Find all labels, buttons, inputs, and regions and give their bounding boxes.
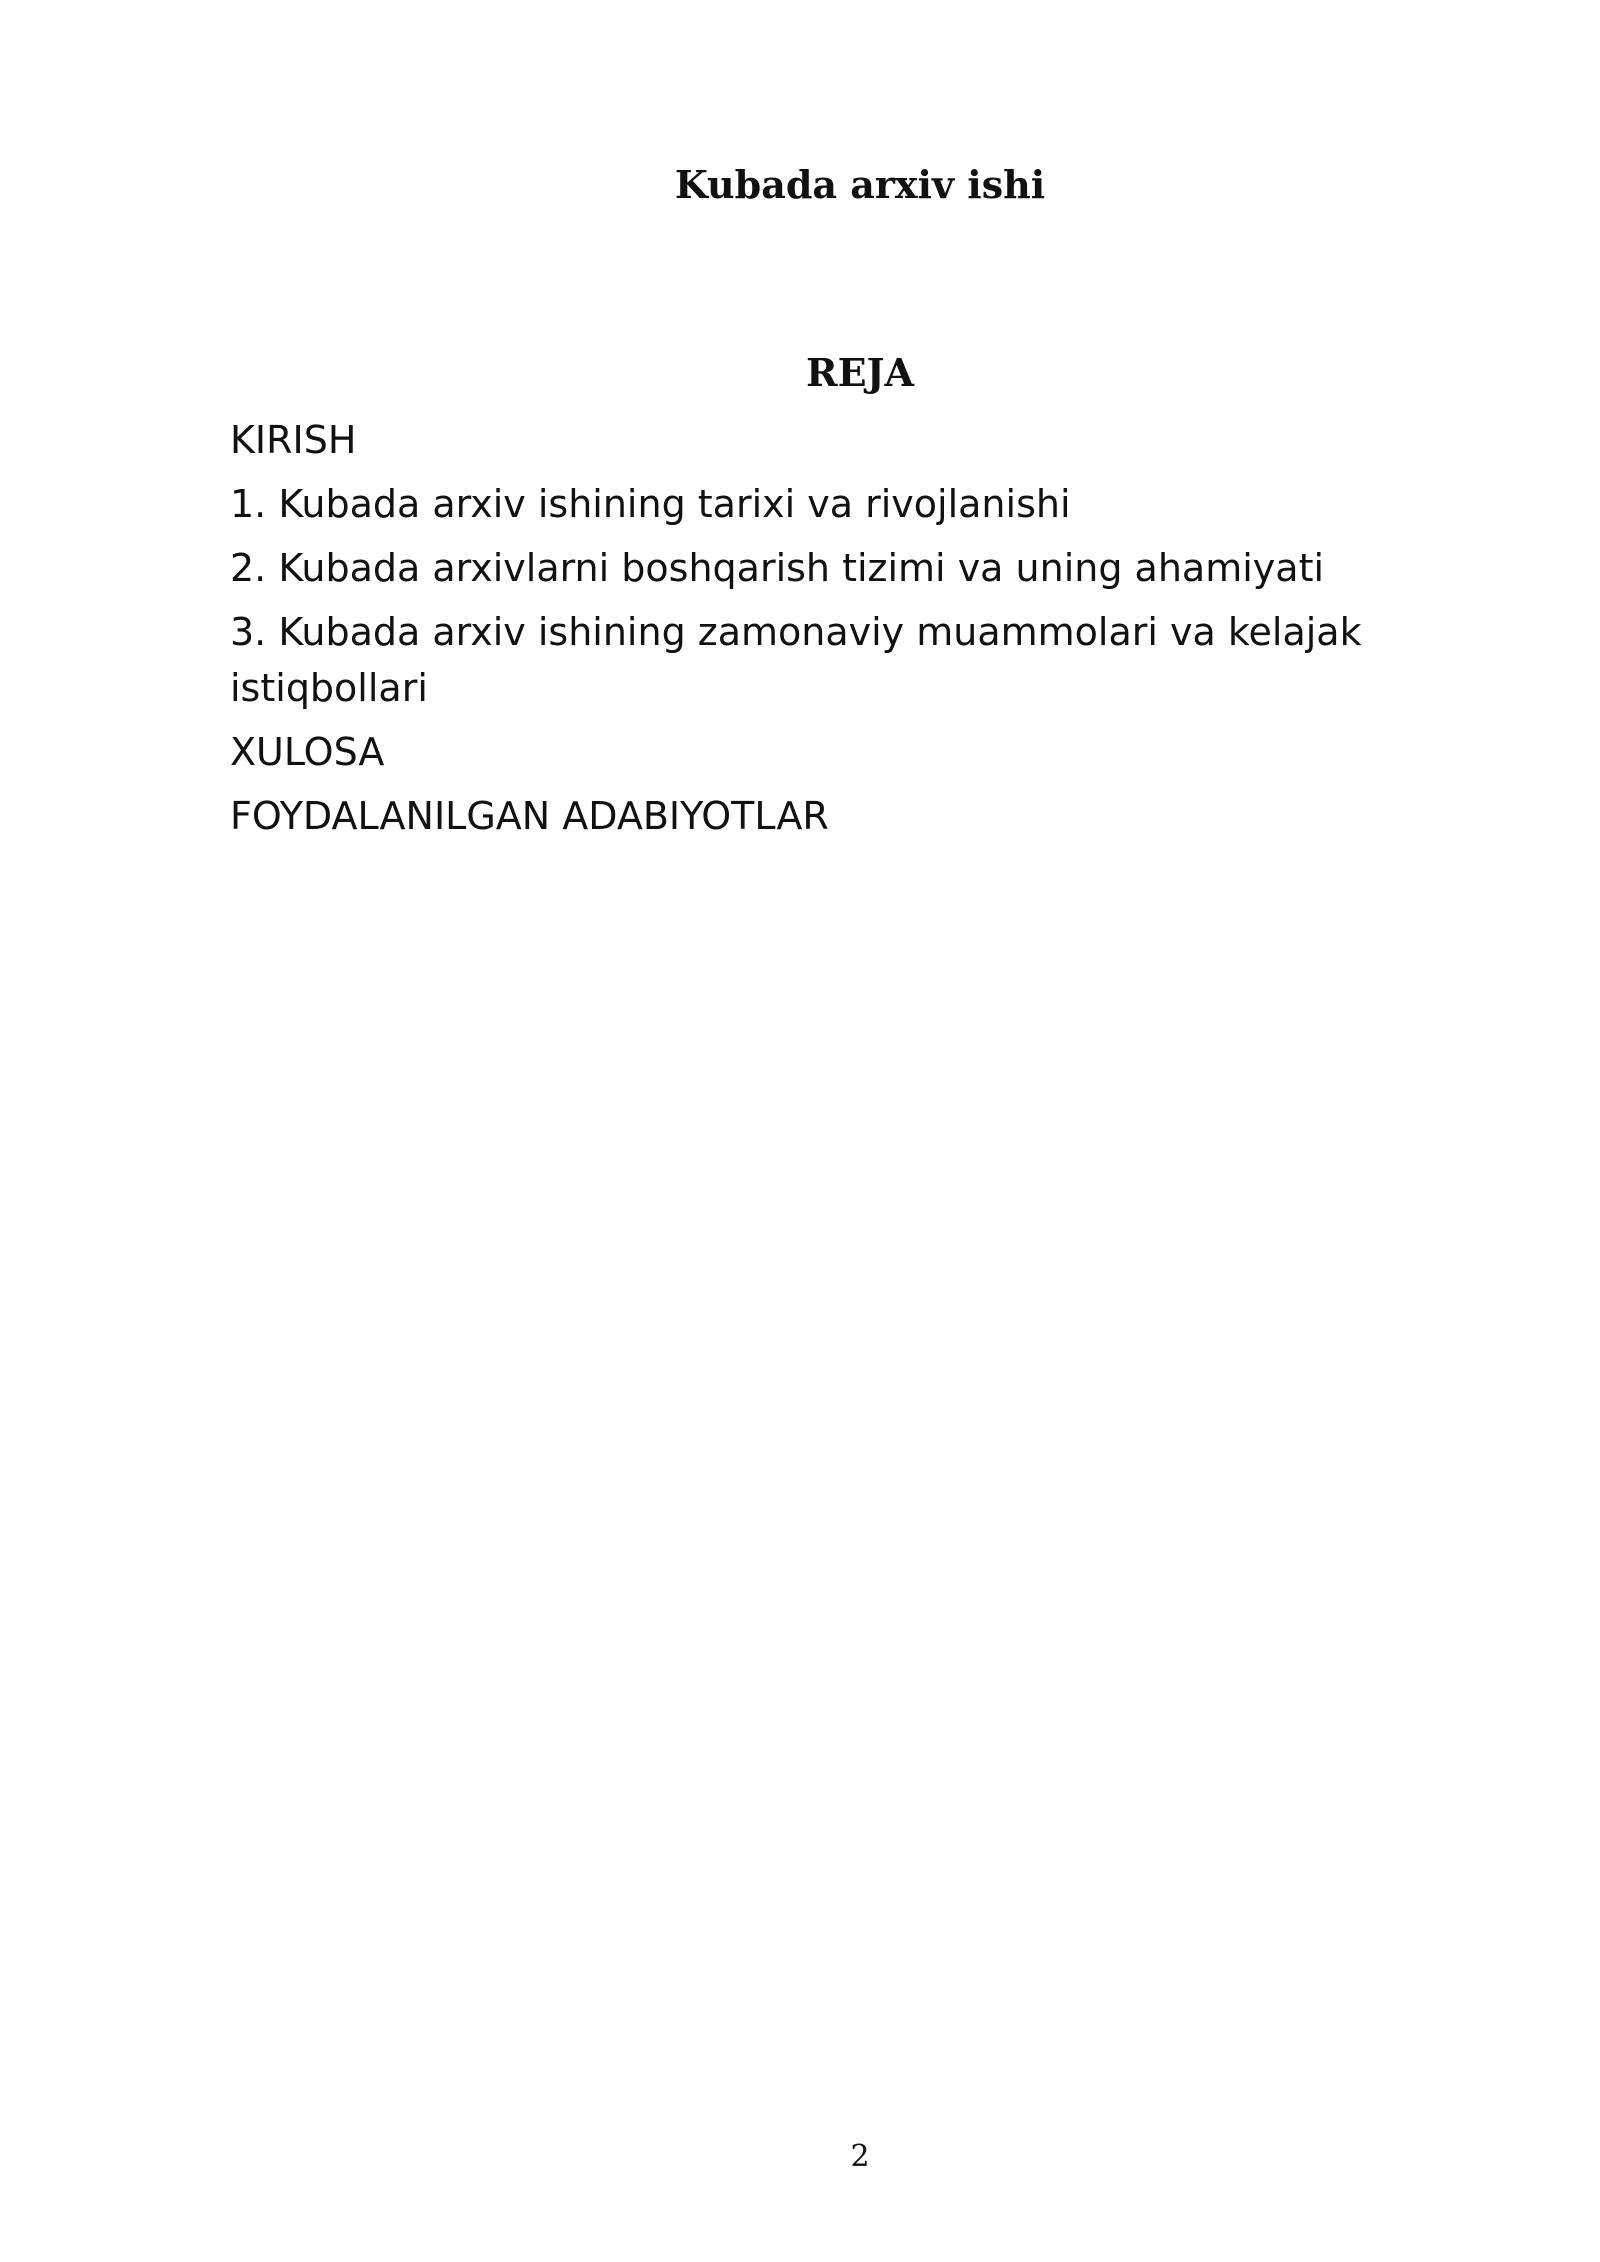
- plan-item-introduction: KIRISH: [230, 418, 357, 462]
- plan-item-references: FOYDALANILGAN ADABIYOTLAR: [230, 794, 829, 838]
- plan-list: [230, 412, 1380, 852]
- plan-item-conclusion: XULOSA: [230, 730, 385, 774]
- plan-item-2: 2. Kubada arxivlarni boshqarish tizimi va uning ahamiyati: [230, 546, 1325, 590]
- plan-item-1: 1. Kubada arxiv ishining tarixi va rivojlanishi: [230, 482, 1071, 526]
- plan-heading: REJA: [805, 350, 914, 395]
- page-number: 2: [850, 2139, 870, 2174]
- plan-item-3: 3. Kubada arxiv ishining zamonaviy muammolari va kelajak istiqbollari: [230, 610, 1362, 710]
- document-title: Kubada arxiv ishi: [674, 162, 1046, 207]
